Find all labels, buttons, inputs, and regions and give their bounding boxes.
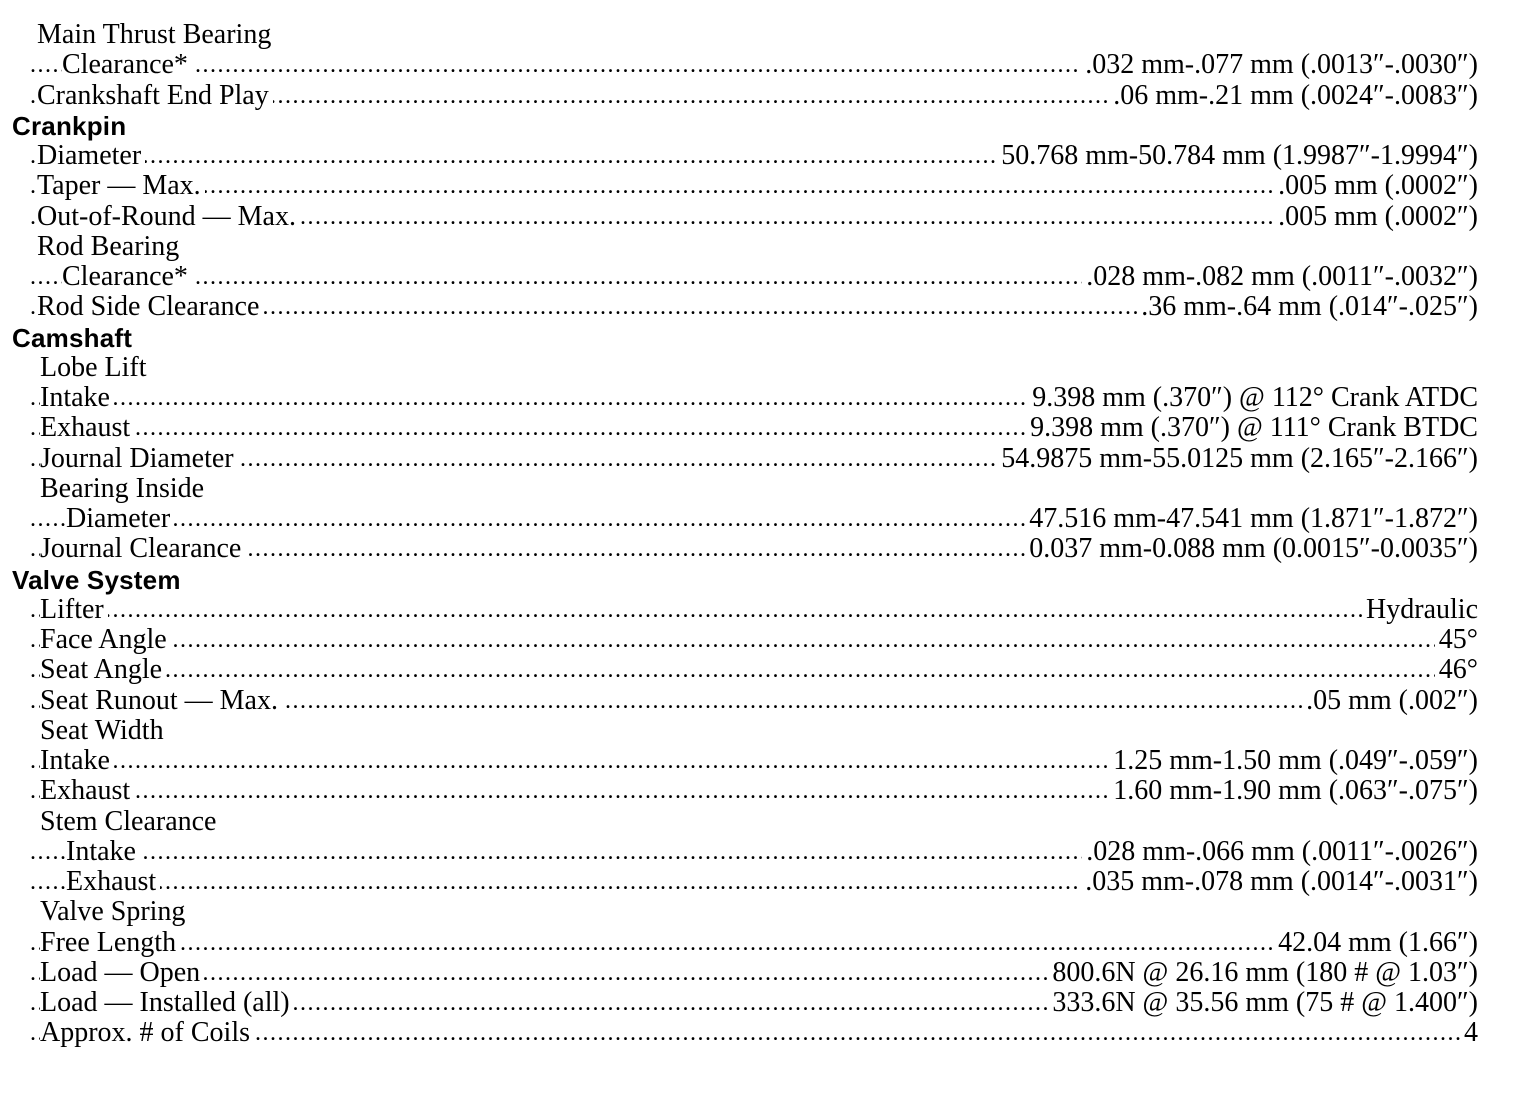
spec-label: Exhaust: [66, 867, 160, 897]
spec-value: .032 mm-.077 mm (.0013″-.0030″): [1081, 50, 1478, 80]
spec-row: [0, 534, 1520, 564]
spec-value: 9.398 mm (.370″) @ 111° Crank BTDC: [1026, 413, 1478, 443]
spec-row: [0, 202, 1520, 232]
section-heading: [0, 323, 1520, 353]
spec-value: 45°: [1435, 625, 1478, 655]
spec-label: Face Angle: [40, 625, 171, 655]
section-title: Camshaft: [12, 323, 136, 353]
spec-value: 1.60 mm-1.90 mm (.063″-.075″): [1109, 776, 1478, 806]
spec-row: [0, 171, 1520, 201]
spec-value: .06 mm-.21 mm (.0024″-.0083″): [1109, 81, 1478, 111]
spec-label: Taper — Max.: [37, 171, 205, 201]
spec-label: Lobe Lift: [40, 353, 151, 383]
dot-leader: [30, 625, 1478, 655]
spec-label: Journal Clearance: [40, 534, 245, 564]
spec-group-label: [0, 232, 1520, 262]
spec-row: [0, 776, 1520, 806]
spec-group-label: [0, 353, 1520, 383]
spec-label: Seat Runout — Max.: [40, 686, 282, 716]
spec-row: [0, 81, 1520, 111]
spec-row: [0, 141, 1520, 171]
spec-group-label: [0, 474, 1520, 504]
dot-leader: [30, 655, 1478, 685]
spec-row: [0, 50, 1520, 80]
spec-label: Lifter: [40, 595, 108, 625]
section-heading: [0, 565, 1520, 595]
spec-value: 800.6N @ 26.16 mm (180 # @ 1.03″): [1048, 958, 1478, 988]
spec-group-label: [0, 20, 1520, 50]
spec-row: [0, 746, 1520, 776]
spec-label: Bearing Inside: [40, 474, 208, 504]
spec-label: Intake: [40, 383, 114, 413]
spec-row: [0, 383, 1520, 413]
spec-label: Exhaust: [40, 776, 134, 806]
spec-row: [0, 686, 1520, 716]
spec-sheet: [0, 20, 1520, 1049]
spec-row: [0, 655, 1520, 685]
spec-value: .028 mm-.082 mm (.0011″-.0032″): [1082, 262, 1478, 292]
spec-row: [0, 262, 1520, 292]
spec-row: [0, 988, 1520, 1018]
spec-label: Load — Installed (all): [40, 988, 294, 1018]
section-heading: [0, 111, 1520, 141]
spec-label: Intake: [40, 746, 114, 776]
spec-value: 50.768 mm-50.784 mm (1.9987″-1.9994″): [997, 141, 1478, 171]
spec-value: .028 mm-.066 mm (.0011″-.0026″): [1082, 837, 1478, 867]
spec-label: Approx. # of Coils: [40, 1018, 254, 1048]
spec-group-label: [0, 897, 1520, 927]
spec-value: 333.6N @ 35.56 mm (75 # @ 1.400″): [1048, 988, 1478, 1018]
spec-group-label: [0, 716, 1520, 746]
spec-row: [0, 867, 1520, 897]
spec-label: Clearance*: [62, 262, 192, 292]
spec-value: 0.037 mm-0.088 mm (0.0015″-0.0035″): [1025, 534, 1478, 564]
dot-leader: [30, 595, 1478, 625]
spec-value: 42.04 mm (1.66″): [1274, 928, 1478, 958]
spec-row: [0, 625, 1520, 655]
spec-value: .035 mm-.078 mm (.0014″-.0031″): [1081, 867, 1478, 897]
spec-value: 46°: [1435, 655, 1478, 685]
spec-label: Stem Clearance: [40, 807, 220, 837]
spec-value: .005 mm (.0002″): [1274, 202, 1478, 232]
spec-row: [0, 504, 1520, 534]
spec-row: [0, 444, 1520, 474]
spec-row: [0, 837, 1520, 867]
spec-row: [0, 595, 1520, 625]
spec-value: 1.25 mm-1.50 mm (.049″-.059″): [1109, 746, 1478, 776]
spec-label: Clearance*: [62, 50, 192, 80]
dot-leader: [30, 171, 1478, 201]
dot-leader: [30, 928, 1478, 958]
spec-value: Hydraulic: [1362, 595, 1478, 625]
spec-label: Crankshaft End Play: [37, 81, 273, 111]
spec-value: .005 mm (.0002″): [1274, 171, 1478, 201]
spec-row: [0, 1018, 1520, 1048]
spec-value: .36 mm-.64 mm (.014″-.025″): [1137, 292, 1478, 322]
spec-value: 54.9875 mm-55.0125 mm (2.165″-2.166″): [997, 444, 1478, 474]
spec-value: 47.516 mm-47.541 mm (1.871″-1.872″): [1025, 504, 1478, 534]
spec-label: Intake: [66, 837, 140, 867]
spec-value: 9.398 mm (.370″) @ 112° Crank ATDC: [1028, 383, 1478, 413]
spec-row: [0, 958, 1520, 988]
spec-row: [0, 413, 1520, 443]
spec-label: Diameter: [37, 141, 145, 171]
spec-row: [0, 292, 1520, 322]
section-title: Valve System: [12, 565, 185, 595]
spec-label: Rod Side Clearance: [37, 292, 263, 322]
spec-label: Free Length: [40, 928, 180, 958]
spec-label: Load — Open: [40, 958, 204, 988]
spec-group-label: [0, 807, 1520, 837]
spec-label: Journal Diameter: [40, 444, 238, 474]
spec-value: 4: [1460, 1018, 1478, 1048]
spec-label: Rod Bearing: [37, 232, 183, 262]
spec-label: Seat Width: [40, 716, 168, 746]
spec-label: Main Thrust Bearing: [37, 20, 275, 50]
spec-label: Valve Spring: [40, 897, 189, 927]
section-title: Crankpin: [12, 111, 130, 141]
spec-label: Exhaust: [40, 413, 134, 443]
spec-label: Out-of-Round — Max.: [37, 202, 300, 232]
spec-label: Diameter: [66, 504, 174, 534]
spec-value: .05 mm (.002″): [1302, 686, 1478, 716]
spec-row: [0, 928, 1520, 958]
spec-label: Seat Angle: [40, 655, 166, 685]
